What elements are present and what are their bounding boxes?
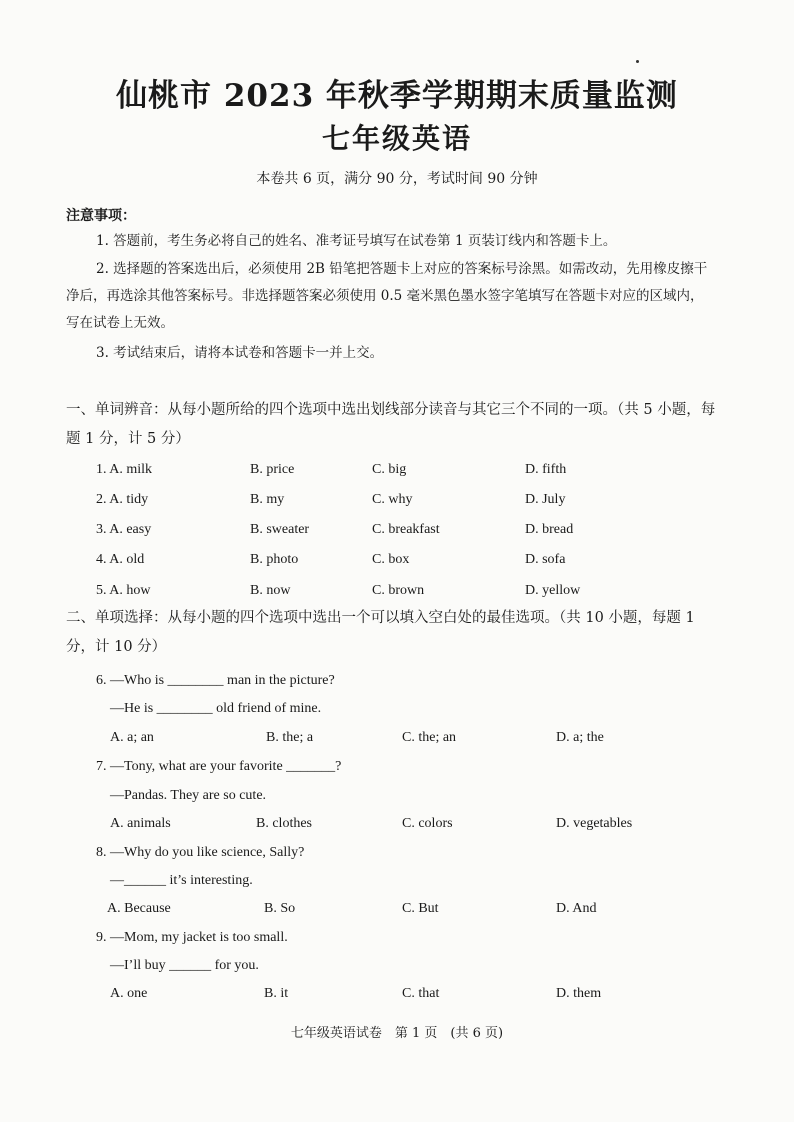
note-item-3: 3. 考试结束后，请将本试卷和答题卡一并上交。 xyxy=(96,345,384,361)
option-a: A. Because xyxy=(107,901,171,916)
option-d: D. And xyxy=(556,901,597,916)
question-reply: —Pandas. They are so cute. xyxy=(110,788,267,803)
option-d: D. bread xyxy=(525,522,574,537)
question-stem: 9. —Mom, my jacket is too small. xyxy=(96,930,288,945)
option-d: D. a; the xyxy=(556,730,604,745)
option-d: D. July xyxy=(525,492,566,507)
option-c: C. breakfast xyxy=(372,522,440,537)
section1-heading: 一、单词辨音：从每小题所给的四个选项中选出划线部分读音与其它三个不同的一项。（共 5 小题，每题 1 分，计 5 分） xyxy=(66,402,716,447)
option-b: B. So xyxy=(264,901,296,916)
option-d: D. vegetables xyxy=(556,816,633,831)
question-stem: 6. —Who is ________ man in the picture? xyxy=(96,673,335,688)
dust-speck xyxy=(636,60,639,63)
notes-heading: 注意事项： xyxy=(66,208,136,224)
section2-heading: 二、单项选择：从每小题的四个选项中选出一个可以填入空白处的最佳选项。（共 10 小题，每题 1 分，计 10 分） xyxy=(66,610,695,655)
option-b: B. now xyxy=(250,583,291,598)
option-a: A. one xyxy=(110,986,148,1001)
exam-subject: 七年级英语 xyxy=(321,122,472,155)
option-c: C. colors xyxy=(402,816,453,831)
option-b: B. the; a xyxy=(266,730,314,745)
exam-title: 仙桃市 2023 年秋季学期期末质量监测 xyxy=(116,78,678,114)
option-a: 3. A. easy xyxy=(96,522,152,537)
option-a: 5. A. how xyxy=(96,583,151,598)
question-reply: —I’ll buy ______ for you. xyxy=(110,958,259,973)
question-stem: 8. —Why do you like science, Sally? xyxy=(96,845,305,860)
option-d: D. yellow xyxy=(525,583,581,598)
question-stem: 7. —Tony, what are your favorite _______? xyxy=(96,759,342,774)
option-c: C. box xyxy=(372,552,410,567)
option-c: C. But xyxy=(402,901,439,916)
option-c: C. the; an xyxy=(402,730,457,745)
option-c: C. that xyxy=(402,986,440,1001)
question-reply: —He is ________ old friend of mine. xyxy=(110,701,322,716)
option-b: B. photo xyxy=(250,552,299,567)
question-reply: —______ it’s interesting. xyxy=(110,873,253,888)
option-a: 2. A. tidy xyxy=(96,492,149,507)
option-b: B. clothes xyxy=(256,816,312,831)
option-b: B. price xyxy=(250,462,295,477)
option-d: D. fifth xyxy=(525,462,567,477)
option-c: C. brown xyxy=(372,583,425,598)
option-d: D. them xyxy=(556,986,602,1001)
note-item-1: 1. 答题前，考生务必将自己的姓名、准考证号填写在试卷第 1 页装订线内和答题卡上。 xyxy=(96,233,617,249)
option-b: B. sweater xyxy=(250,522,310,537)
exam-info: 本卷共 6 页，满分 90 分，考试时间 90 分钟 xyxy=(256,171,538,187)
note-item-2: 2. 选择题的答案选出后，必须使用 2B 铅笔把答题卡上对应的答案标号涂黑。如需改动，先用橡皮擦干净后，再选涂其他答案标号。非选择题答案必须使用 0.5 毫米黑色墨水签字笔填写在答题卡对应的区域内，写在试卷上无效。 xyxy=(66,261,708,331)
option-c: C. big xyxy=(372,462,407,477)
page-footer: 七年级英语试卷 第 1 页 (共 6 页) xyxy=(290,1026,504,1041)
option-c: C. why xyxy=(372,492,413,507)
option-a: A. a; an xyxy=(110,730,154,745)
option-a: 4. A. old xyxy=(96,552,145,567)
option-b: B. it xyxy=(264,986,289,1001)
option-a: A. animals xyxy=(110,816,171,831)
option-d: D. sofa xyxy=(525,552,566,567)
option-b: B. my xyxy=(250,492,285,507)
option-a: 1. A. milk xyxy=(96,462,153,477)
